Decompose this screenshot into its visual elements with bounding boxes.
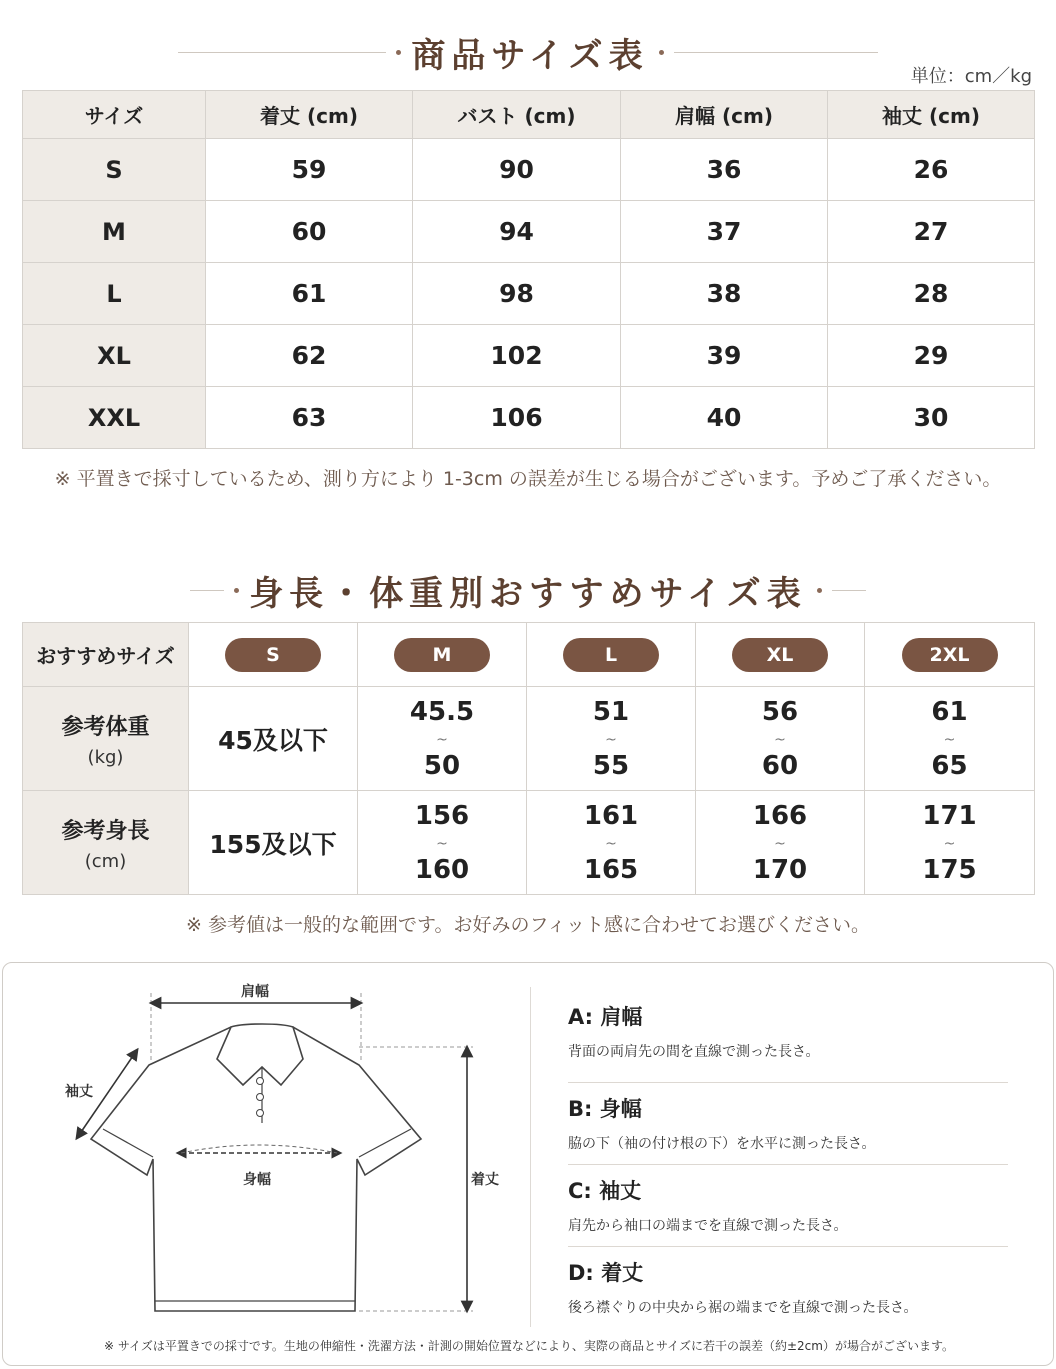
table-row <box>23 201 1035 263</box>
header-sleeve: 袖丈 (cm) <box>828 91 1035 139</box>
header-size: サイズ <box>23 91 206 139</box>
sleeve-cell: 30 <box>828 387 1035 449</box>
size-cell: XXL <box>23 387 206 449</box>
diagram-label-sleeve: 袖丈 <box>65 1084 93 1100</box>
range-from: 171 <box>922 800 977 831</box>
header-shoulder: 肩幅 (cm) <box>621 91 828 139</box>
guide-divider <box>530 987 531 1327</box>
recommend-note: ※ 参考値は一般的な範囲です。お好みのフィット感に合わせてお選びください。 <box>186 914 870 936</box>
definition-item <box>568 1083 1008 1165</box>
range-tilde: ~ <box>774 731 786 748</box>
range-to: 50 <box>423 750 461 781</box>
height-label-cell <box>23 791 189 895</box>
bust-cell: 94 <box>413 201 621 263</box>
size-pill-2xl: 2XL <box>902 638 998 672</box>
weight-unit: (kg) <box>87 746 124 768</box>
size-pill-cell <box>358 623 527 687</box>
size-pill-xl: XL <box>732 638 828 672</box>
bust-cell: 90 <box>413 139 621 201</box>
weight-label: 参考体重 <box>61 714 150 740</box>
range-to: 170 <box>752 854 808 885</box>
bust-cell: 106 <box>413 387 621 449</box>
range-from: 166 <box>752 800 808 831</box>
shoulder-cell: 38 <box>621 263 828 325</box>
range-tilde: ~ <box>605 731 617 748</box>
length-cell: 60 <box>206 201 413 263</box>
weight-cell <box>358 687 527 791</box>
weight-cell <box>527 687 696 791</box>
recommend-title-row <box>0 566 1056 615</box>
diagram-label-length: 着丈 <box>471 1172 499 1188</box>
range-tilde: ~ <box>605 835 617 852</box>
unit-label: 単位：cm／kg <box>910 66 1032 87</box>
shoulder-cell: 39 <box>621 325 828 387</box>
definition-item <box>568 1165 1008 1247</box>
definition-text: 背面の両肩先の間を直線で測った長さ。 <box>568 1044 820 1060</box>
diagram-label-chest: 身幅 <box>243 1172 271 1188</box>
shoulder-cell: 37 <box>621 201 828 263</box>
definition-item <box>568 1001 1008 1083</box>
range-tilde: ~ <box>436 731 448 748</box>
table-row <box>23 387 1035 449</box>
weight-cell <box>696 687 865 791</box>
recommend-header-label: おすすめサイズ <box>23 623 189 687</box>
definition-heading: C: 袖丈 <box>568 1179 642 1203</box>
shoulder-cell: 36 <box>621 139 828 201</box>
size-cell: XL <box>23 325 206 387</box>
range-tilde: ~ <box>943 731 956 748</box>
size-cell: S <box>23 139 206 201</box>
size-pill-cell <box>527 623 696 687</box>
size-pill-cell <box>696 623 865 687</box>
header-length: 着丈 (cm) <box>206 91 413 139</box>
recommend-header-row <box>23 623 1035 687</box>
range-tilde: ~ <box>943 835 956 852</box>
title-rule-right <box>832 590 866 591</box>
definition-heading: B: 身幅 <box>568 1097 642 1121</box>
title-rule-left <box>178 52 386 53</box>
range-from: 56 <box>761 696 799 727</box>
recommend-table <box>22 622 1035 895</box>
range-from: 45.5 <box>409 696 475 727</box>
table-row <box>23 139 1035 201</box>
definition-item <box>568 1247 1008 1329</box>
range-to: 55 <box>592 750 630 781</box>
title-rule-right <box>674 52 878 53</box>
range-to: 175 <box>922 854 977 885</box>
bust-cell: 98 <box>413 263 621 325</box>
definition-text: 肩先から袖口の端までを直線で測った長さ。 <box>568 1218 848 1234</box>
size-chart-header-row <box>23 91 1035 139</box>
size-chart-title-row <box>0 28 1056 77</box>
length-cell: 59 <box>206 139 413 201</box>
weight-label-cell <box>23 687 189 791</box>
size-pill-m: M <box>394 638 490 672</box>
range-from: 156 <box>414 800 470 831</box>
length-cell: 63 <box>206 387 413 449</box>
definition-heading: D: 着丈 <box>568 1261 644 1285</box>
polo-shirt-diagram <box>3 963 530 1333</box>
title-dot-left <box>234 588 239 593</box>
size-cell: L <box>23 263 206 325</box>
definition-text: 後ろ襟ぐりの中央から裾の端までを直線で測った長さ。 <box>568 1300 918 1316</box>
bust-cell: 102 <box>413 325 621 387</box>
weight-cell <box>865 687 1035 791</box>
range-from: 51 <box>592 696 630 727</box>
length-cell: 61 <box>206 263 413 325</box>
range-to: 165 <box>583 854 639 885</box>
sleeve-cell: 29 <box>828 325 1035 387</box>
size-pill-cell <box>189 623 358 687</box>
definition-text: 脇の下（袖の付け根の下）を水平に測った長さ。 <box>568 1136 876 1152</box>
measurement-guide <box>2 962 1054 1366</box>
range-to: 65 <box>931 750 968 781</box>
shoulder-cell: 40 <box>621 387 828 449</box>
size-pill-s: S <box>225 638 321 672</box>
height-cell <box>696 791 865 895</box>
range-to: 160 <box>414 854 470 885</box>
title-dot-right <box>817 588 822 593</box>
recommend-title: 身長・体重別おすすめサイズ表 <box>249 574 807 614</box>
definition-heading: A: 肩幅 <box>568 1005 643 1029</box>
size-chart-note: ※ 平置きで採寸しているため、測り方により 1-3cm の誤差が生じる場合がございます。予めご了承ください。 <box>54 468 1002 490</box>
size-cell: M <box>23 201 206 263</box>
range-from: 161 <box>583 800 639 831</box>
size-pill-l: L <box>563 638 659 672</box>
size-chart-table <box>22 90 1035 449</box>
table-row <box>23 325 1035 387</box>
height-row <box>23 791 1035 895</box>
title-dot-left <box>396 50 401 55</box>
range-tilde: ~ <box>436 835 448 852</box>
diagram-label-shoulder: 肩幅 <box>241 984 269 1000</box>
range-tilde: ~ <box>774 835 786 852</box>
weight-row <box>23 687 1035 791</box>
height-unit: (cm) <box>84 850 127 872</box>
range-to: 60 <box>761 750 799 781</box>
weight-cell <box>189 687 358 791</box>
height-cell <box>865 791 1035 895</box>
sleeve-cell: 27 <box>828 201 1035 263</box>
sleeve-cell: 26 <box>828 139 1035 201</box>
height-cell <box>358 791 527 895</box>
header-bust: バスト (cm) <box>413 91 621 139</box>
height-cell <box>527 791 696 895</box>
sleeve-cell: 28 <box>828 263 1035 325</box>
height-cell <box>189 791 358 895</box>
guide-footnote: ※ サイズは平置きでの採寸です。生地の伸縮性・洗濯方法・計測の開始位置などにより、実際の商品とサイズに若干の誤差（約±2cm）が場合がございます。 <box>103 1339 954 1353</box>
title-rule-left <box>190 590 224 591</box>
size-pill-cell <box>865 623 1035 687</box>
length-cell: 62 <box>206 325 413 387</box>
title-dot-right <box>659 50 664 55</box>
measurement-definitions <box>568 1001 1008 1329</box>
size-chart-title: 商品サイズ表 <box>411 36 649 76</box>
weight-first: 45及以下 <box>218 725 328 755</box>
range-from: 61 <box>931 696 968 727</box>
height-label: 参考身長 <box>61 818 150 844</box>
table-row <box>23 263 1035 325</box>
height-first: 155及以下 <box>209 829 337 859</box>
